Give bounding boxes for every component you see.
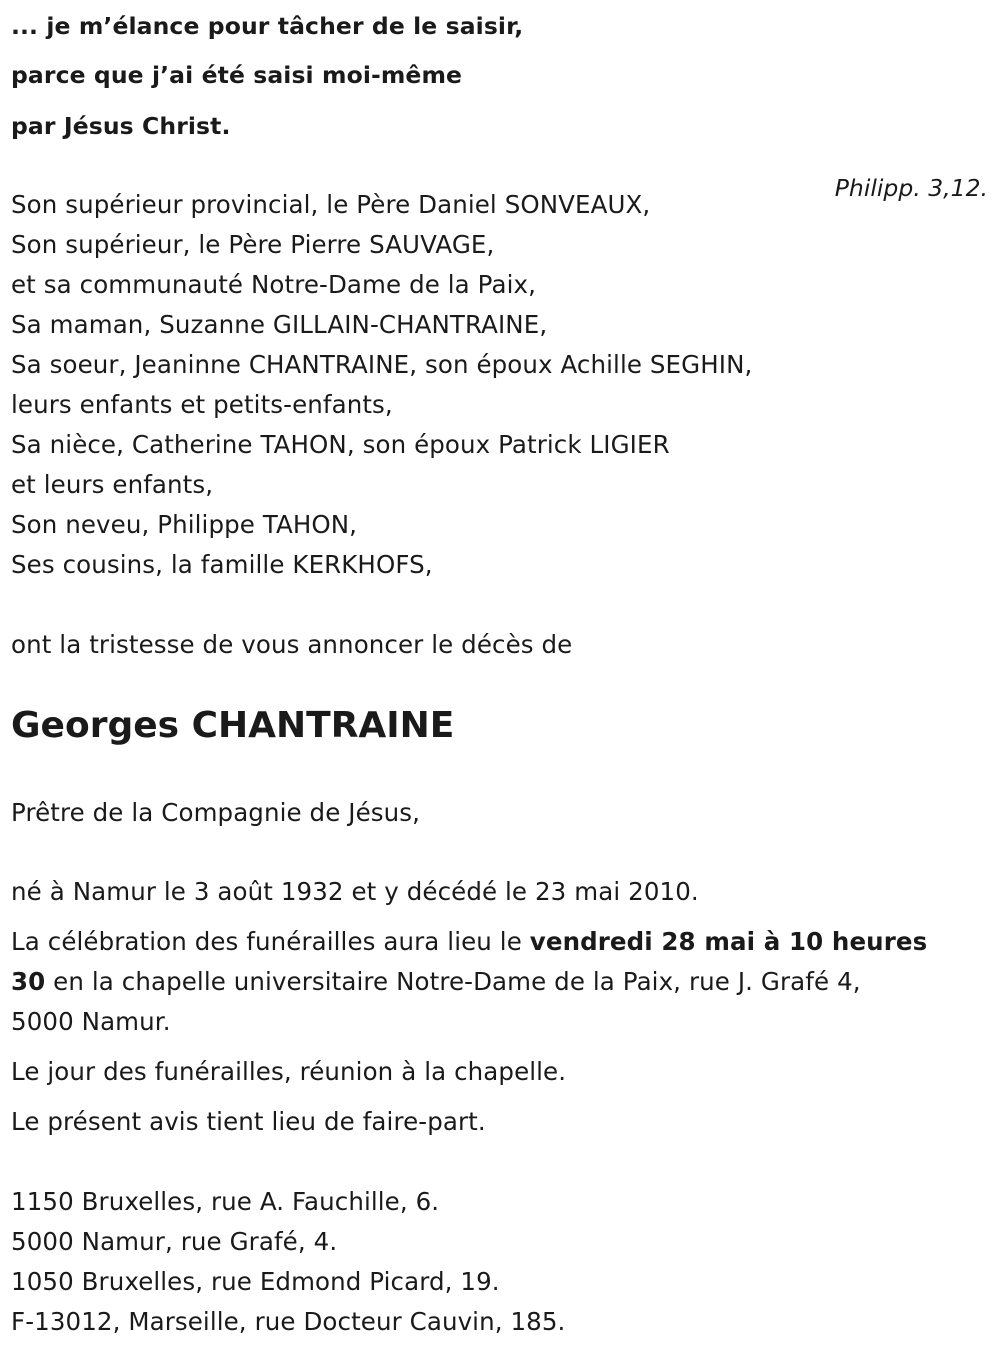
announcement-text: ont la tristesse de vous annoncer le décès de <box>11 630 573 659</box>
family-line: Sa maman, Suzanne GILLAIN-CHANTRAINE, <box>11 310 548 339</box>
quote-line-2: parce que j’ai été saisi moi-même <box>11 61 463 89</box>
deceased-name: Georges CHANTRAINE <box>11 705 455 746</box>
address-line: F-13012, Marseille, rue Docteur Cauvin, 185. <box>11 1307 566 1336</box>
funeral-line-1 <box>11 927 927 957</box>
deceased-dates: né à Namur le 3 août 1932 et y décédé le 23 mai 2010. <box>11 877 699 906</box>
funeral-notice: Le présent avis tient lieu de faire-part. <box>11 1107 486 1136</box>
family-line: Sa soeur, Jeaninne CHANTRAINE, son époux Achille SEGHIN, <box>11 350 753 379</box>
deceased-title: Prêtre de la Compagnie de Jésus, <box>11 798 421 827</box>
quote-line-3: par Jésus Christ. <box>11 112 231 140</box>
family-line: Son supérieur, le Père Pierre SAUVAGE, <box>11 230 495 259</box>
quote-reference: Philipp. 3,12. <box>834 174 988 202</box>
family-line: Son neveu, Philippe TAHON, <box>11 510 358 539</box>
quote-line-1: ... je m’élance pour tâcher de le saisir, <box>11 12 524 40</box>
funeral-location: en la chapelle universitaire Notre-Dame de la Paix, rue J. Grafé 4, <box>45 967 861 996</box>
funeral-intro: La célébration des funérailles aura lieu le <box>11 927 530 956</box>
family-line: leurs enfants et petits-enfants, <box>11 390 393 419</box>
funeral-date-bold: vendredi 28 mai à 10 heures <box>529 927 928 956</box>
address-line: 1050 Bruxelles, rue Edmond Picard, 19. <box>11 1267 500 1296</box>
family-line: et sa communauté Notre-Dame de la Paix, <box>11 270 536 299</box>
funeral-time-bold: 30 <box>11 967 46 996</box>
family-line: et leurs enfants, <box>11 470 214 499</box>
funeral-city: 5000 Namur. <box>11 1007 171 1036</box>
family-line: Sa nièce, Catherine TAHON, son époux Patrick LIGIER <box>11 430 670 459</box>
funeral-meeting: Le jour des funérailles, réunion à la chapelle. <box>11 1057 567 1086</box>
funeral-line-2 <box>11 967 861 997</box>
address-line: 1150 Bruxelles, rue A. Fauchille, 6. <box>11 1187 440 1216</box>
family-line: Ses cousins, la famille KERKHOFS, <box>11 550 433 579</box>
address-line: 5000 Namur, rue Grafé, 4. <box>11 1227 338 1256</box>
family-line: Son supérieur provincial, le Père Daniel SONVEAUX, <box>11 190 651 219</box>
